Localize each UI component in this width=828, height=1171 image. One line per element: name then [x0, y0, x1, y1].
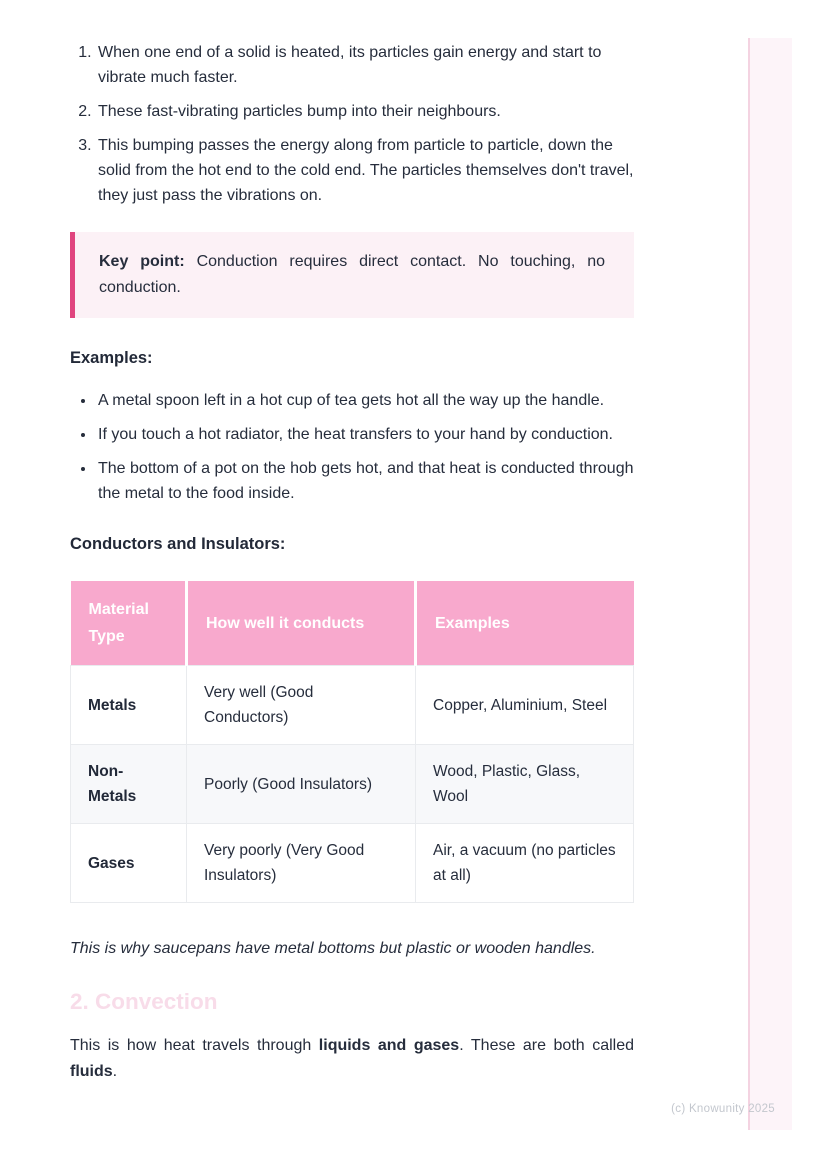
table-row — [71, 666, 634, 745]
table-header-row — [71, 581, 634, 666]
table-cell-examples: Wood, Plastic, Glass, Wool — [416, 745, 634, 824]
paragraph-bold-text: liquids and gases — [318, 1037, 460, 1054]
key-point-label: Key point: — [99, 253, 185, 270]
list-item: • The bottom of a pot on the hob gets hot, and that heat is conducted through the metal to the food inside. — [96, 456, 634, 506]
table-header-material: Material Type — [71, 581, 187, 666]
table-cell-material: Non-Metals — [71, 745, 187, 824]
paragraph-text: . — [112, 1063, 118, 1080]
examples-list — [70, 388, 634, 506]
key-point-callout — [70, 232, 634, 318]
document-content — [70, 40, 634, 1085]
table-row — [71, 745, 634, 824]
list-item: 3. This bumping passes the energy along from particle to particle, down the solid from the hot end to the cold end. The particles themselves don't travel, they just pass the vibrations on. — [96, 133, 634, 208]
conductors-insulators-heading: Conductors and Insulators: — [70, 535, 286, 553]
next-page-edge — [748, 38, 792, 1130]
table-cell-conducts: Very well (Good Conductors) — [187, 666, 416, 745]
table-cell-material: Gases — [71, 824, 187, 903]
key-point-text: Conduction requires direct contact. No touching, no conduction. — [99, 253, 605, 296]
list-item: • If you touch a hot radiator, the heat transfers to your hand by conduction. — [96, 422, 634, 447]
saucepan-note: This is why saucepans have metal bottoms but plastic or wooden handles. — [70, 940, 596, 957]
table-row — [71, 824, 634, 903]
conductors-table — [70, 581, 634, 903]
copyright-footer: (c) Knowunity 2025 — [671, 1103, 775, 1115]
table-cell-material: Metals — [71, 666, 187, 745]
table-cell-conducts: Very poorly (Very Good Insulators) — [187, 824, 416, 903]
table-header-examples: Examples — [416, 581, 634, 666]
table-cell-examples: Copper, Aluminium, Steel — [416, 666, 634, 745]
convection-paragraph — [70, 1033, 634, 1085]
table-cell-examples: Air, a vacuum (no particles at all) — [416, 824, 634, 903]
list-item: 1. When one end of a solid is heated, its particles gain energy and start to vibrate much faster. — [96, 40, 634, 90]
convection-section-heading: 2. Convection — [70, 989, 218, 1014]
paragraph-bold-text: fluids — [70, 1063, 113, 1080]
examples-heading: Examples: — [70, 349, 153, 367]
list-item: • A metal spoon left in a hot cup of tea gets hot all the way up the handle. — [96, 388, 634, 413]
paragraph-text: This is how heat travels through — [70, 1037, 319, 1054]
conduction-steps-list — [70, 40, 634, 208]
table-cell-conducts: Poorly (Good Insulators) — [187, 745, 416, 824]
list-item: 2. These fast-vibrating particles bump into their neighbours. — [96, 99, 634, 124]
paragraph-text: . These are both called — [459, 1037, 634, 1054]
table-header-conducts: How well it conducts — [187, 581, 416, 666]
